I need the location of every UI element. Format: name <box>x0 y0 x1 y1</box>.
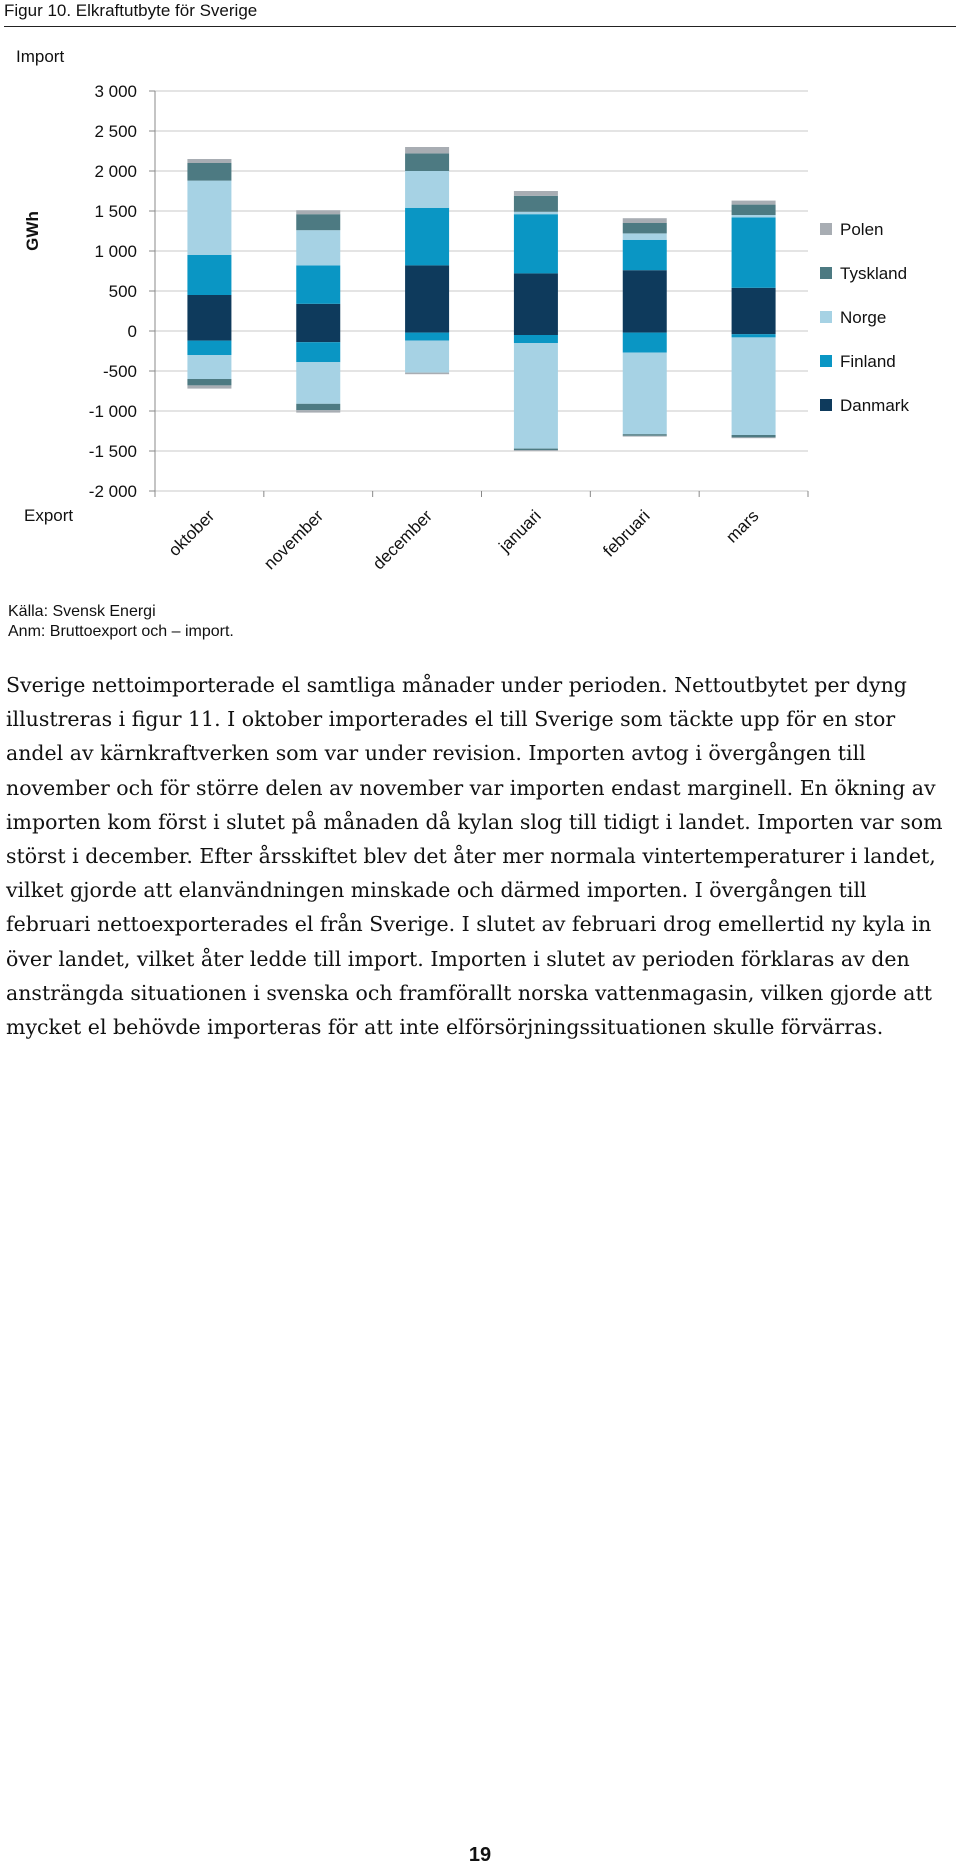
y-tick-label: 500 <box>108 282 137 301</box>
bar-segment <box>187 295 231 331</box>
bar-segment <box>514 331 558 335</box>
bar-segment <box>732 288 776 331</box>
legend-swatch <box>820 311 832 323</box>
y-tick-label: -2 000 <box>88 482 137 501</box>
bar-segment <box>296 410 340 412</box>
x-tick-label: december <box>369 506 436 574</box>
bar-segment <box>187 331 231 341</box>
legend-swatch <box>820 399 832 411</box>
bar-segment <box>187 163 231 181</box>
bar-segment <box>732 205 776 215</box>
bar-segment <box>296 265 340 303</box>
bar-segment <box>623 218 667 223</box>
x-tick-label: februari <box>599 506 654 561</box>
x-tick-label: mars <box>722 506 763 547</box>
bar-segment <box>405 147 449 153</box>
y-tick-label: 2 000 <box>94 162 137 181</box>
bar-segment <box>732 337 776 435</box>
bar-segment <box>623 270 667 331</box>
bar-segment <box>732 217 776 287</box>
legend-label: Norge <box>840 308 887 327</box>
y-tick-label: -500 <box>102 362 137 381</box>
bar-segment <box>732 331 776 334</box>
y-tick-label: -1 000 <box>88 402 137 421</box>
bar-segment <box>732 201 776 205</box>
bar-segment <box>405 331 449 333</box>
bar-segment <box>296 404 340 410</box>
bar-segment <box>732 435 776 437</box>
bar-segment <box>514 273 558 331</box>
bar-segment <box>187 255 231 295</box>
x-tick-label: oktober <box>164 506 219 560</box>
figure-title: Figur 10. Elkraftutbyte för Sverige <box>4 0 956 27</box>
y-tick-label: -1 500 <box>88 442 137 461</box>
bar-segment <box>514 335 558 343</box>
y-tick-label: 1 000 <box>94 242 137 261</box>
legend-label: Danmark <box>840 396 909 415</box>
bar-segment <box>514 449 558 451</box>
legend-label: Tyskland <box>840 264 908 283</box>
bar-segment <box>623 331 667 333</box>
legend-label: Finland <box>840 352 896 371</box>
legend-label: Polen <box>840 220 884 239</box>
bar-segment <box>623 333 667 353</box>
bar-segment <box>514 196 558 212</box>
legend-swatch <box>820 267 832 279</box>
x-tick-label: januari <box>495 506 545 556</box>
bar-segment <box>732 437 776 438</box>
bar-segment <box>623 353 667 435</box>
legend-swatch <box>820 223 832 235</box>
bar-segment <box>187 355 231 379</box>
bar-segment <box>623 240 667 270</box>
y-tick-label: 0 <box>127 322 137 341</box>
bar-segment <box>514 191 558 196</box>
bar-segment <box>732 334 776 337</box>
x-tick-label: november <box>260 506 328 574</box>
bar-segment <box>623 223 667 233</box>
bar-segment <box>296 362 340 404</box>
bar-segment <box>296 214 340 230</box>
note-line: Anm: Bruttoexport och – import. <box>8 623 234 640</box>
page-number: 19 <box>468 1844 492 1866</box>
export-label: Export <box>24 506 74 525</box>
bar-segment <box>623 434 667 436</box>
bar-segment <box>187 341 231 355</box>
y-tick-label: 2 500 <box>94 122 137 141</box>
legend-swatch <box>820 355 832 367</box>
bar-segment <box>187 159 231 163</box>
bar-segment <box>296 210 340 214</box>
source-line: Källa: Svensk Energi <box>8 603 156 620</box>
bar-segment <box>514 212 558 214</box>
bar-segment <box>514 343 558 449</box>
bar-segment <box>187 385 231 388</box>
bar-segment <box>187 181 231 255</box>
y-axis-label: GWh <box>23 211 42 251</box>
bar-segment <box>405 153 449 171</box>
bar-segment <box>296 342 340 362</box>
bar-segment <box>405 208 449 266</box>
y-tick-label: 1 500 <box>94 202 137 221</box>
bar-segment <box>187 379 231 385</box>
y-tick-label: 3 000 <box>94 82 137 101</box>
bar-segment <box>623 436 667 437</box>
bar-segment <box>405 171 449 208</box>
body-paragraph: Sverige nettoimporterade el samtliga månader under perioden. Nettoutbytet per dyng illustreras i figur 11. I oktober importerades el till Sverige som täckte upp för en stor andel av kärnkraftverken som var under revision. Importen avtog i övergången till november och för större delen av november var importen endast marginell. En ökning av importen kom först i slutet på månaden då kylan slog till tidigt i landet. Importen var som störst i december. Efter årsskiftet blev det åter mer normala vintertemperaturer i landet, vilket gjorde att elanvändningen minskade och därmed importen. I övergången till februari nettoexporterades el från Sverige. I slutet av februari drog emellertid ny kyla in över landet, vilket åter ledde till import. Importen i slutet av perioden förklaras av den ansträngda situationen i svenska och framförallt norska vattenmagasin, vilken gjorde att mycket el behövde importeras för att inte elförsörjningssituationen skulle förvärras. <box>6 673 943 1040</box>
bar-segment <box>405 341 449 373</box>
bar-segment <box>514 214 558 273</box>
bar-segment <box>296 331 340 342</box>
chart-container <box>0 30 960 650</box>
bar-segment <box>296 304 340 331</box>
bar-segment <box>405 265 449 331</box>
bar-segment <box>405 373 449 375</box>
bar-segment <box>732 215 776 217</box>
bar-segment <box>623 233 667 239</box>
bar-segment <box>405 333 449 341</box>
import-label: Import <box>16 47 65 66</box>
bar-segment <box>514 450 558 451</box>
source-notes <box>8 602 234 642</box>
stacked-bar-chart <box>0 30 960 630</box>
bar-segment <box>296 230 340 265</box>
